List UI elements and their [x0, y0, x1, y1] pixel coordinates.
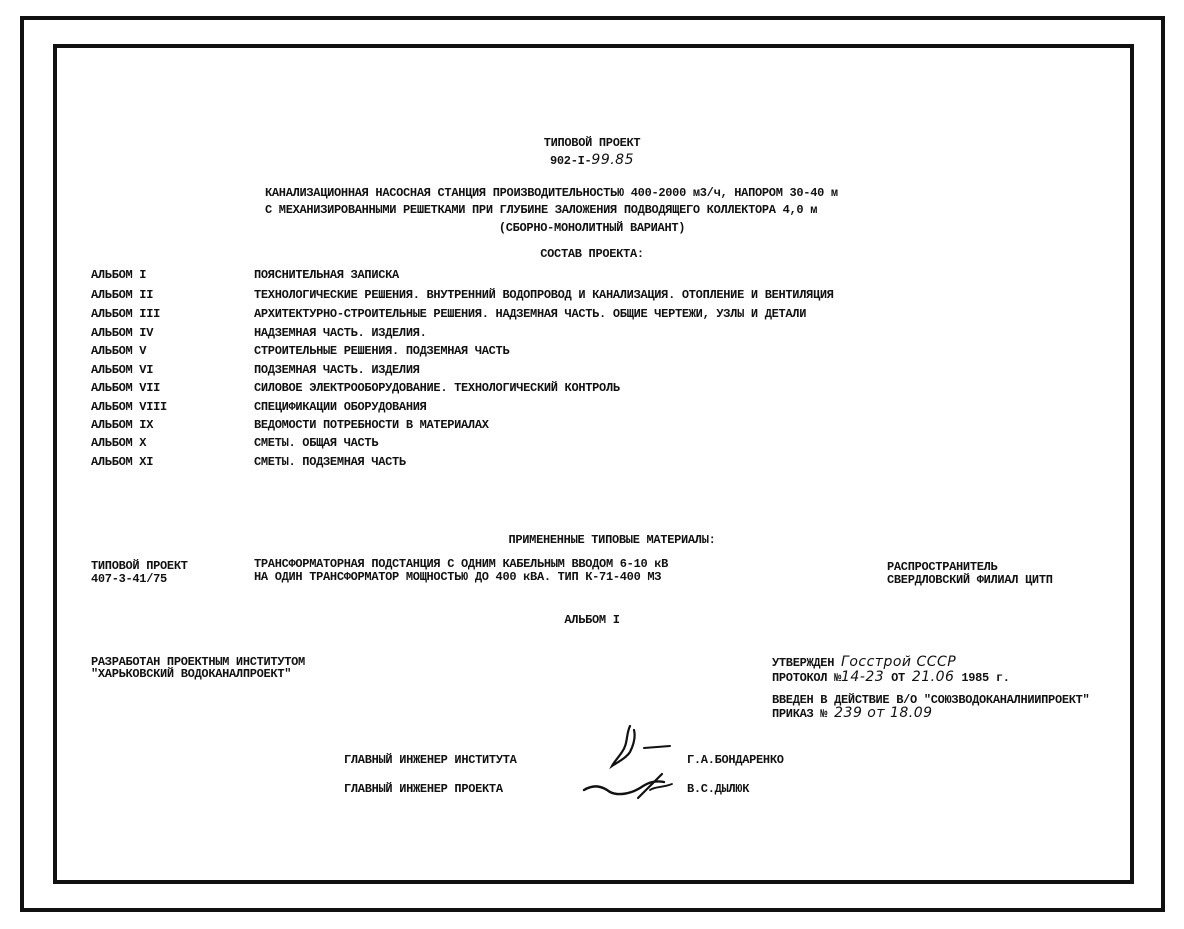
album-row [91, 268, 991, 283]
album-number: АЛЬБОМ VI [91, 363, 154, 377]
order-line [772, 706, 933, 721]
album-title: ТЕХНОЛОГИЧЕСКИЕ РЕШЕНИЯ. ВНУТРЕННИЙ ВОДОПРОВОД И КАНАЛИЗАЦИЯ. ОТОПЛЕНИЕ И ВЕНТИЛЯЦИЯ [254, 288, 834, 302]
album-number: АЛЬБОМ IX [91, 418, 154, 432]
album-number: АЛЬБОМ V [91, 344, 147, 358]
distributor-line-1: РАСПРОСТРАНИТЕЛЬ [887, 560, 998, 574]
album-number: АЛЬБОМ XI [91, 455, 154, 469]
album-number: АЛЬБОМ X [91, 436, 147, 450]
chief-institute-label: ГЛАВНЫЙ ИНЖЕНЕР ИНСТИТУТА [344, 753, 517, 767]
order-label: ПРИКАЗ № [772, 707, 828, 721]
materials-desc-line-1: ТРАНСФОРМАТОРНАЯ ПОДСТАНЦИЯ С ОДНИМ КАБЕЛЬНЫМ ВВОДОМ 6-10 кВ [254, 557, 669, 571]
protocol-year: 1985 г. [961, 671, 1010, 685]
album-row [91, 418, 991, 433]
album-title: СМЕТЫ. ОБЩАЯ ЧАСТЬ [254, 436, 379, 450]
materials-title: ПРИМЕНЕННЫЕ ТИПОВЫЕ МАТЕРИАЛЫ: [508, 533, 716, 547]
protocol-line [772, 670, 1010, 685]
album-number: АЛЬБОМ VIII [91, 400, 167, 414]
album-title: ПОДЗЕМНАЯ ЧАСТЬ. ИЗДЕЛИЯ [254, 363, 420, 377]
album-title: СПЕЦИФИКАЦИИ ОБОРУДОВАНИЯ [254, 400, 427, 414]
album-number: АЛЬБОМ VII [91, 381, 161, 395]
album-row [91, 363, 991, 378]
chief-institute-name: Г.А.БОНДАРЕНКО [687, 753, 784, 767]
project-code-handwritten: 99.85 [591, 152, 634, 168]
signature-chief-project [580, 768, 680, 802]
materials-project-line-1: ТИПОВОЙ ПРОЕКТ [91, 559, 188, 573]
album-row [91, 436, 991, 451]
protocol-label: ПРОТОКОЛ № [772, 671, 842, 685]
protocol-date: 21.06 [911, 669, 955, 685]
distributor-line-2: СВЕРДЛОВСКИЙ ФИЛИАЛ ЦИТП [887, 573, 1053, 587]
album-number: АЛЬБОМ III [91, 307, 161, 321]
developer-line-1: РАЗРАБОТАН ПРОЕКТНЫМ ИНСТИТУТОМ [91, 655, 305, 669]
album-label: АЛЬБОМ I [564, 613, 620, 627]
album-row [91, 381, 991, 396]
approved-by: Госстрой СССР [841, 654, 957, 670]
protocol-number: 14-23 [841, 669, 885, 685]
materials-desc-line-2: НА ОДИН ТРАНСФОРМАТОР МОЩНОСТЬЮ ДО 400 кВА. ТИП К-71-400 МЗ [254, 570, 662, 584]
protocol-from: ОТ [891, 671, 905, 685]
order-number: 239 от 18.09 [834, 705, 933, 721]
album-row [91, 455, 991, 470]
album-number: АЛЬБОМ I [91, 268, 147, 282]
album-title: ПОЯСНИТЕЛЬНАЯ ЗАПИСКА [254, 268, 399, 282]
description-line-1: КАНАЛИЗАЦИОННАЯ НАСОСНАЯ СТАНЦИЯ ПРОИЗВОДИТЕЛЬНОСТЬЮ 400-2000 м3/ч, НАПОРОМ 30-40 м [265, 186, 838, 200]
header-title: ТИПОВОЙ ПРОЕКТ [543, 136, 641, 150]
chief-project-name: В.С.ДЫЛЮК [687, 782, 750, 796]
album-title: СИЛОВОЕ ЭЛЕКТРООБОРУДОВАНИЕ. ТЕХНОЛОГИЧЕСКИЙ КОНТРОЛЬ [254, 381, 620, 395]
album-row [91, 400, 991, 415]
approved-line [772, 655, 956, 670]
album-title: НАДЗЕМНАЯ ЧАСТЬ. ИЗДЕЛИЯ. [254, 326, 427, 340]
materials-project-line-2: 407-3-41/75 [91, 572, 167, 586]
signature-chief-institute [600, 722, 680, 772]
project-code [342, 153, 842, 168]
project-code-printed: 902-I- [549, 154, 592, 168]
composition-title: СОСТАВ ПРОЕКТА: [540, 247, 644, 261]
enacted-line: ВВЕДЕН В ДЕЙСТВИЕ В/О "СОЮЗВОДОКАНАЛНИИПРОЕКТ" [772, 693, 1090, 707]
album-row [91, 307, 991, 322]
album-title: СТРОИТЕЛЬНЫЕ РЕШЕНИЯ. ПОДЗЕМНАЯ ЧАСТЬ [254, 344, 510, 358]
album-number: АЛЬБОМ IV [91, 326, 154, 340]
album-title: ВЕДОМОСТИ ПОТРЕБНОСТИ В МАТЕРИАЛАХ [254, 418, 489, 432]
chief-project-label: ГЛАВНЫЙ ИНЖЕНЕР ПРОЕКТА [344, 782, 503, 796]
album-row [91, 344, 991, 359]
album-number: АЛЬБОМ II [91, 288, 154, 302]
album-title: СМЕТЫ. ПОДЗЕМНАЯ ЧАСТЬ [254, 455, 406, 469]
description-line-3: (СБОРНО-МОНОЛИТНЫЙ ВАРИАНТ) [498, 221, 686, 235]
developer-line-2: "ХАРЬКОВСКИЙ ВОДОКАНАЛПРОЕКТ" [91, 667, 292, 681]
description-line-2: С МЕХАНИЗИРОВАННЫМИ РЕШЕТКАМИ ПРИ ГЛУБИНЕ ЗАЛОЖЕНИЯ ПОДВОДЯЩЕГО КОЛЛЕКТОРА 4,0 м [265, 203, 818, 217]
album-row [91, 288, 991, 303]
album-row [91, 326, 991, 341]
approved-label: УТВЕРЖДЕН [772, 656, 835, 670]
album-title: АРХИТЕКТУРНО-СТРОИТЕЛЬНЫЕ РЕШЕНИЯ. НАДЗЕМНАЯ ЧАСТЬ. ОБЩИЕ ЧЕРТЕЖИ, УЗЛЫ И ДЕТАЛИ [254, 307, 807, 321]
